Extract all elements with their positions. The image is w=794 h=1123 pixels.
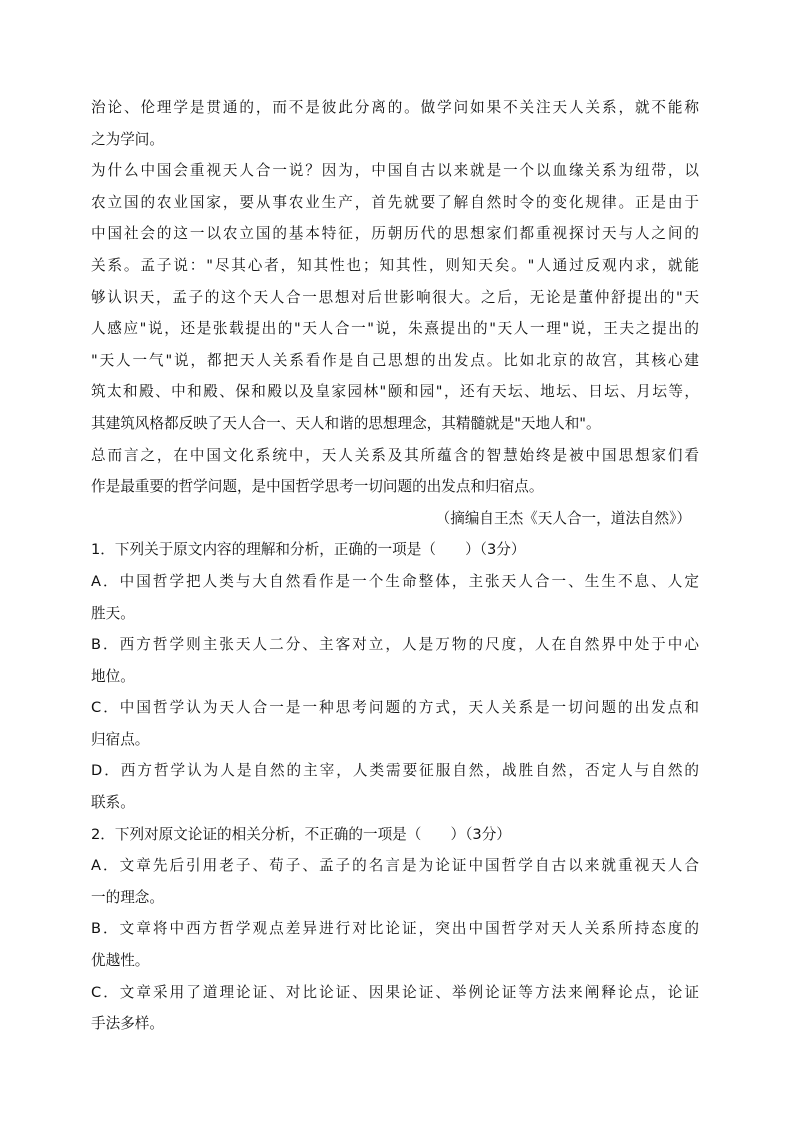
option-line: B．文章将中西方哲学观点差异进行对比论证，突出中国哲学对天人关系所持态度的 — [91, 920, 699, 938]
passage-line: 农立国的农业国家，要从事农业生产，首先就要了解自然时令的变化规律。正是由于 — [91, 193, 699, 211]
option-line: 联系。 — [91, 794, 135, 812]
option-line: A．中国哲学把人类与大自然看作是一个生命整体，主张天人合一、生生不息、人定 — [91, 572, 699, 590]
passage-line: 够认识天，孟子的这个天人合一思想对后世影响很大。之后，无论是董仲舒提出的"天 — [91, 288, 699, 306]
option-line: 一的理念。 — [91, 888, 164, 906]
option-line: C．中国哲学认为天人合一是一种思考问题的方式，天人关系是一切问题的出发点和 — [91, 699, 699, 717]
option-line: B．西方哲学则主张天人二分、主客对立，人是万物的尺度，人在自然界中处于中心 — [91, 636, 699, 654]
passage-line: 总而言之，在中国文化系统中，天人关系及其所蕴含的智慧始终是被中国思想家们看 — [91, 446, 699, 464]
passage-line: 筑太和殿、中和殿、保和殿以及皇家园林"颐和园"，还有天坛、地坛、日坛、月坛等， — [91, 383, 699, 401]
option-line: 胜天。 — [91, 604, 135, 622]
option-line: A．文章先后引用老子、荀子、孟子的名言是为论证中国哲学自古以来就重视天人合 — [91, 857, 699, 875]
option-line: 手法多样。 — [91, 1015, 164, 1033]
source-citation: （摘编自王杰《天人合一，道法自然》） — [435, 509, 691, 527]
document-page — [91, 92, 699, 1040]
passage-line: 关系。孟子说："尽其心者，知其性也；知其性，则知天矣。"人通过反观内求，就能 — [91, 256, 699, 274]
question-stem: 2．下列对原文论证的相关分析，不正确的一项是（ ）（3分） — [91, 825, 511, 843]
option-line: 地位。 — [91, 667, 135, 685]
passage-line: 之为学问。 — [91, 130, 164, 148]
option-line: 归宿点。 — [91, 730, 150, 748]
passage-line: 其建筑风格都反映了天人合一、天人和谐的思想理念，其精髓就是"天地人和"。 — [91, 414, 601, 432]
option-line: C．文章采用了道理论证、对比论证、因果论证、举例论证等方法来阐释论点，论证 — [91, 983, 699, 1001]
passage-line: 人感应"说，还是张载提出的"天人合一"说，朱熹提出的"天人一理"说，王夫之提出的 — [91, 320, 699, 338]
passage-line: 为什么中国会重视天人合一说？因为，中国自古以来就是一个以血缘关系为纽带，以 — [91, 162, 699, 180]
passage-line: "天人一气"说，都把天人关系看作是自己思想的出发点。比如北京的故宫，其核心建 — [91, 351, 699, 369]
option-line: 优越性。 — [91, 952, 150, 970]
option-line: D．西方哲学认为人是自然的主宰，人类需要征服自然，战胜自然，否定人与自然的 — [91, 762, 699, 780]
passage-line: 中国社会的这一以农立国的基本特征，历朝历代的思想家们都重视探讨天与人之间的 — [91, 225, 699, 243]
question-stem: 1．下列关于原文内容的理解和分析，正确的一项是（ ）（3分） — [91, 541, 526, 559]
passage-line: 作是最重要的哲学问题，是中国哲学思考一切问题的出发点和归宿点。 — [91, 478, 544, 496]
passage-line: 治论、伦理学是贯通的，而不是彼此分离的。做学问如果不关注天人关系，就不能称 — [91, 99, 699, 116]
